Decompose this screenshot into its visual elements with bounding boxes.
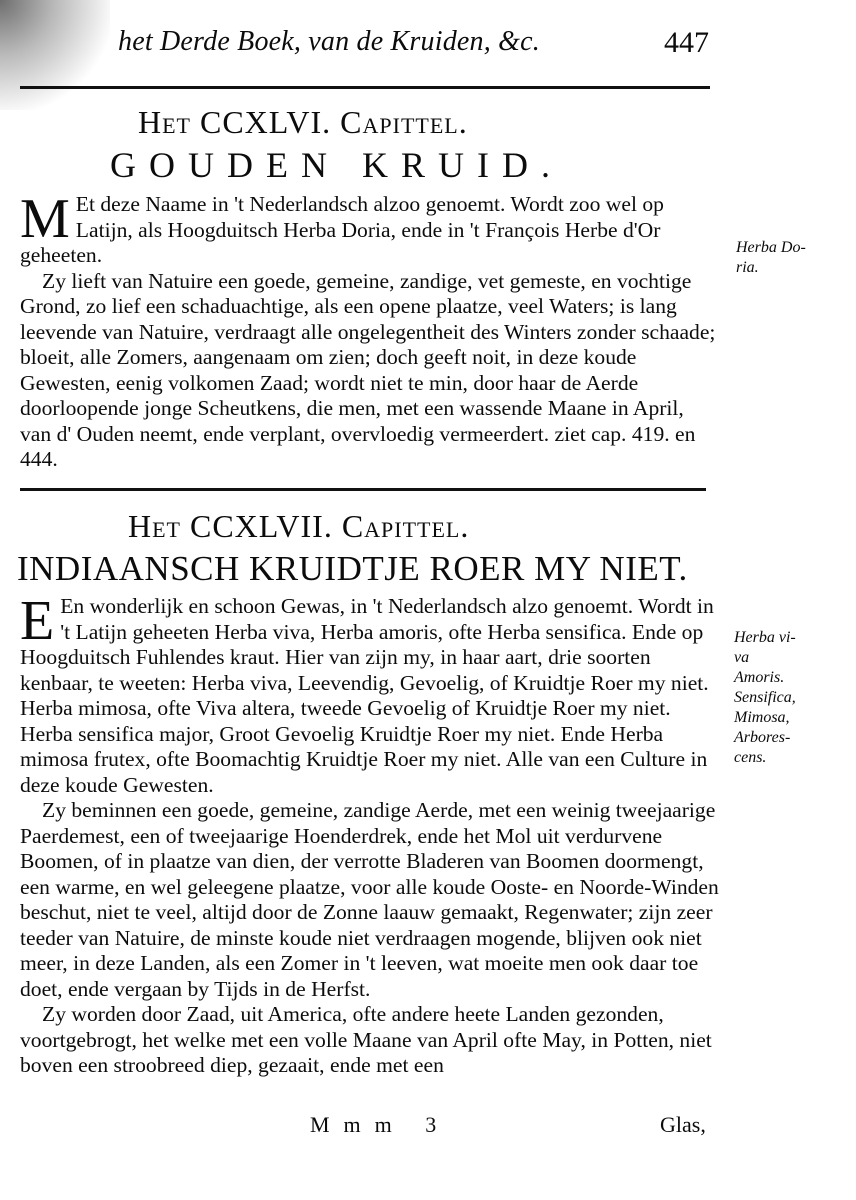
drop-cap-e: E bbox=[20, 590, 55, 652]
margin-note-herba-viva: Herba vi- va Amoris. Sensifica, Mimosa, Arbores- cens. bbox=[734, 629, 796, 766]
drop-cap-m: M bbox=[20, 188, 70, 250]
chapter-246-paragraph-2: Zy lieft van Natuire een goede, gemeine, zandige, vet gemeste, en vochtige Grond, zo lief een schaduachtige, als een opene plaatze, veel Waters; is lang leevende van Natuire, verdraagt alle ongelegentheit des Winters zonder schaade; bloeit, alle Zomers, aangenaam om zien; doch geeft noit, in deze koude Gewesten, eenig volkomen Zaad; wordt niet te min, door haar de Aerde doorloopende jonge Scheutkens, die men, met een wassende Maane in April, van d' Ouden neemt, ende verplant, overvloedig vermeerdert. ziet cap. 419. en 444. bbox=[20, 268, 716, 471]
chapter-247-text-1: En wonderlijk en schoon Gewas, in 't Nederlandsch alzo genoemt. Wordt in 't Latijn geheeten Herba viva, Herba amoris, ofte Herba sensifica. Ende op Hoogduitsch Fuhlendes kraut. Hier van zijn my, in haar aart, drie soorten kenbaar, te weeten: Herba viva, Leevendig, Gevoelig, of Kruidtje Roer my niet. Herba mimosa, ofte Viva altera, tweede Gevoelig of Kruidtje Roer my niet. Herba sensifica major, Groot Gevoelig Kruidtje Roer my niet. Ende Herba mimosa frutex, ofte Boomachtig Kruidtje Roer my niet. Alle van een Culture in deze koude Gewesten. bbox=[20, 594, 714, 797]
header-rule bbox=[20, 86, 710, 89]
page-number: 447 bbox=[664, 26, 709, 59]
chapter-246-body bbox=[20, 188, 720, 473]
margin-note-herba-doria: Herba Do- ria. bbox=[736, 239, 806, 276]
page-header bbox=[0, 18, 856, 68]
section-rule bbox=[20, 488, 706, 491]
catchword: Glas, bbox=[660, 1112, 706, 1137]
chapter-246-paragraph-1 bbox=[20, 188, 720, 269]
chapter-247-body bbox=[20, 590, 720, 1079]
chapter-247-paragraph-3: Zy worden door Zaad, uit America, ofte andere heete Landen gezonden, voortgebrogt, het welke met een volle Maane van April ofte May, in Potten, niet boven een stroobreed diep, gezaait, ende met een bbox=[20, 1002, 712, 1077]
chapter-title-roer-my-niet: INDIAANSCH KRUIDTJE ROER MY NIET. bbox=[17, 549, 688, 588]
chapter-247-paragraph-2: Zy beminnen een goede, gemeine, zandige Aerde, met een weinig tweejaarige Paerdemest, een of tweejaarige Hoenderdrek, ende het Mol uit verdurvene Boomen, of in plaatze van dien, der verrotte Bladeren van Boomen doormengt, een warme, en wel geleegene plaatze, voor alle koude Ooste- en Noorde-Winden beschut, niet te veel, altijd door de Zonne laauw gemaakt, Regenwater; zijn zeer teeder van Natuire, de minste koude niet verdraagen mogende, blijven ook niet meer, in deze Landen, als een Zomer in 't leeven, wat moeite men ook daar toe doet, ende vergaan by Tijds in de Herfst. bbox=[20, 798, 719, 1001]
chapter-heading-246: Het CCXLVI. Capittel. bbox=[138, 104, 468, 140]
chapter-title-gouden-kruid: GOUDEN KRUID. bbox=[110, 145, 563, 185]
chapter-heading-247: Het CCXLVII. Capittel. bbox=[128, 508, 470, 544]
chapter-247-paragraph-1 bbox=[20, 590, 720, 798]
chapter-246-text-1: Et deze Naame in 't Nederlandsch alzoo genoemt. Wordt zoo wel op Latijn, als Hoogduitsch Herba Doria, ende in 't François Herbe d'Or geheeten. bbox=[20, 192, 664, 267]
running-head: het Derde Boek, van de Kruiden, &c. bbox=[118, 26, 540, 57]
signature-mark: Mmm 3 bbox=[310, 1112, 451, 1137]
